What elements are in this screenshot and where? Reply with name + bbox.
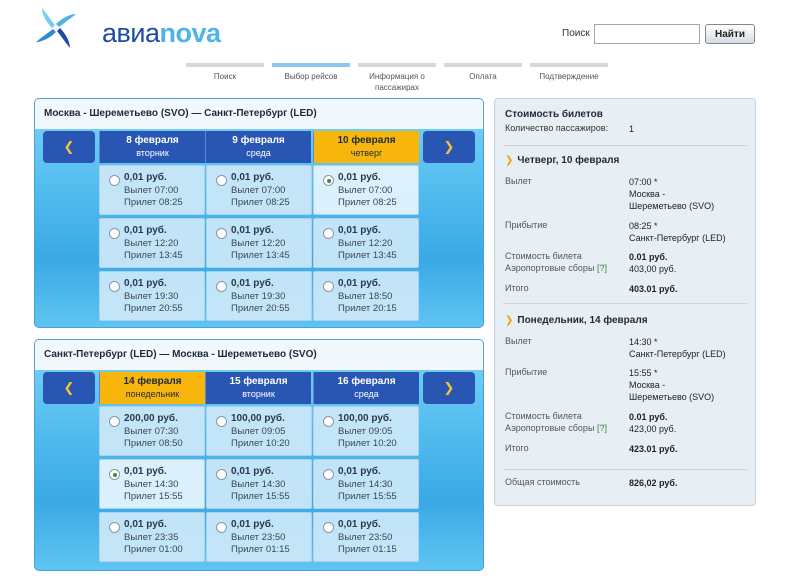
leg1-dep-place: Москва - — [629, 189, 666, 199]
flight-option[interactable] — [313, 218, 419, 268]
flight-option[interactable] — [313, 459, 419, 509]
flight-price: 100,00 руб. — [231, 413, 285, 424]
flight-radio[interactable] — [323, 281, 334, 292]
flight-price: 0,01 руб. — [338, 519, 381, 530]
step-label: Выбор рейсов — [284, 72, 338, 81]
flight-arrival: Прилет 08:25 — [338, 197, 397, 208]
prev-dates-button[interactable] — [43, 131, 95, 163]
flight-arrival: Прилет 15:55 — [231, 491, 290, 502]
flight-departure: Вылет 14:30 — [231, 479, 286, 490]
chevron-left-icon: ❮ — [63, 139, 75, 154]
flight-radio[interactable] — [216, 522, 227, 533]
leg2-fees-value: 423,00 руб. — [629, 424, 677, 434]
flight-departure: Вылет 09:05 — [338, 426, 393, 437]
step-bar — [272, 63, 350, 67]
flight-price: 0,01 руб. — [124, 278, 167, 289]
flight-radio[interactable] — [109, 469, 120, 480]
divider — [503, 303, 747, 304]
leg2-heading-text: Понедельник, 14 февраля — [517, 315, 648, 326]
divider — [503, 469, 747, 470]
search-button[interactable]: Найти — [705, 24, 755, 44]
flight-radio[interactable] — [109, 416, 120, 427]
flight-arrival: Прилет 13:45 — [338, 250, 397, 261]
date-tab[interactable] — [205, 372, 311, 404]
leg2-total-value: 423.01 руб. — [629, 444, 678, 454]
flight-departure: Вылет 09:05 — [231, 426, 286, 437]
flight-arrival: Прилет 10:20 — [231, 438, 290, 449]
leg1-dep-time: 07:00 * — [629, 177, 658, 187]
flight-departure: Вылет 07:00 — [338, 185, 393, 196]
flight-arrival: Прилет 13:45 — [231, 250, 290, 261]
logo-star-icon — [34, 6, 78, 50]
flight-departure: Вылет 23:50 — [338, 532, 393, 543]
flight-radio[interactable] — [109, 281, 120, 292]
flight-arrival: Прилет 01:15 — [231, 544, 290, 555]
flight-radio[interactable] — [323, 469, 334, 480]
flight-option[interactable] — [99, 512, 205, 562]
divider — [503, 145, 747, 146]
leg2-arr-place: Шереметьево (SVO) — [629, 392, 715, 402]
flight-arrival: Прилет 08:25 — [124, 197, 183, 208]
flight-departure: Вылет 12:20 — [338, 238, 393, 249]
chevron-right-icon: ❯ — [505, 315, 514, 326]
flight-arrival: Прилет 20:55 — [231, 303, 290, 314]
passengers-value: 1 — [629, 124, 635, 134]
passengers-label: Количество пассажиров: — [505, 123, 609, 133]
flight-radio[interactable] — [109, 522, 120, 533]
date-tab-date: 14 февраля — [123, 376, 182, 387]
step-bar — [186, 63, 264, 67]
price-summary — [494, 98, 756, 506]
flight-arrival: Прилет 01:15 — [338, 544, 397, 555]
inbound-date-nav — [43, 372, 475, 404]
leg1-arr-label: Прибытие — [505, 220, 548, 230]
logo-wordmark — [102, 18, 221, 49]
flight-option[interactable] — [206, 406, 312, 456]
flight-price: 0,01 руб. — [338, 466, 381, 477]
flight-price: 0,01 руб. — [231, 278, 274, 289]
flight-price: 0,01 руб. — [338, 172, 381, 183]
flight-option[interactable] — [99, 406, 205, 456]
date-tab-active[interactable] — [313, 131, 419, 163]
date-tab-weekday: среда — [354, 389, 379, 399]
flight-option[interactable] — [99, 271, 205, 321]
flight-departure: Вылет 19:30 — [231, 291, 286, 302]
flight-option[interactable] — [206, 165, 312, 215]
leg2-dep-time: 14:30 * — [629, 337, 658, 347]
search-input[interactable] — [594, 24, 700, 44]
inbound-panel — [34, 339, 484, 571]
flight-radio[interactable] — [109, 228, 120, 239]
step-search — [186, 63, 264, 82]
leg1-heading — [505, 155, 619, 166]
inbound-route-title: Санкт-Петербург (LED) — Москва - Шереметьево (SVO) — [35, 340, 483, 370]
logo-part-avia: авиа — [102, 18, 160, 48]
flight-radio[interactable] — [216, 469, 227, 480]
flight-option[interactable] — [206, 512, 312, 562]
flight-radio[interactable] — [216, 228, 227, 239]
prev-dates-button[interactable] — [43, 372, 95, 404]
step-label: Подтверждение — [539, 72, 599, 81]
leg2-heading — [505, 315, 648, 326]
date-tab[interactable] — [313, 372, 419, 404]
flight-departure: Вылет 23:35 — [124, 532, 179, 543]
fees-help-link[interactable]: [?] — [596, 263, 607, 273]
logo[interactable] — [32, 4, 222, 50]
step-bar — [530, 63, 608, 67]
flight-arrival: Прилет 15:55 — [338, 491, 397, 502]
outbound-route-title: Москва - Шереметьево (SVO) — Санкт-Петербург (LED) — [35, 99, 483, 129]
flight-radio[interactable] — [323, 175, 334, 186]
grand-total-label: Общая стоимость — [505, 477, 580, 487]
date-tab-weekday: вторник — [136, 148, 169, 158]
search-label: Поиск — [562, 28, 590, 39]
flight-price: 0,01 руб. — [124, 225, 167, 236]
flight-arrival: Прилет 01:00 — [124, 544, 183, 555]
flight-radio[interactable] — [323, 522, 334, 533]
step-label: Информация о пассажирах — [369, 72, 425, 92]
step-passenger-info — [358, 63, 436, 93]
flight-price: 0,01 руб. — [338, 225, 381, 236]
flight-departure: Вылет 07:30 — [124, 426, 179, 437]
leg1-fees-label — [505, 263, 607, 273]
flight-departure: Вылет 07:00 — [124, 185, 179, 196]
flight-radio[interactable] — [216, 175, 227, 186]
leg1-arr-place: Санкт-Петербург (LED) — [629, 233, 726, 243]
step-label: Оплата — [469, 72, 497, 81]
date-tab-weekday: среда — [246, 148, 271, 158]
flight-departure: Вылет 18:50 — [338, 291, 393, 302]
flight-price: 200,00 руб. — [124, 413, 178, 424]
flight-arrival: Прилет 20:55 — [124, 303, 183, 314]
leg2-dep-place: Санкт-Петербург (LED) — [629, 349, 726, 359]
flight-arrival: Прилет 08:25 — [231, 197, 290, 208]
leg1-heading-text: Четверг, 10 февраля — [517, 155, 620, 166]
date-tab-date: 8 февраля — [126, 135, 179, 146]
flight-option[interactable] — [313, 165, 419, 215]
leg1-dep-place: Шереметьево (SVO) — [629, 201, 715, 211]
chevron-right-icon: ❯ — [443, 139, 455, 154]
flight-option[interactable] — [313, 406, 419, 456]
leg2-price-value: 0.01 руб. — [629, 412, 668, 422]
flight-radio[interactable] — [323, 416, 334, 427]
leg2-fees-label-text: Аэропортовые сборы — [505, 423, 595, 433]
next-dates-button[interactable] — [423, 372, 475, 404]
date-tab-weekday: четверг — [350, 148, 383, 158]
date-tab[interactable] — [205, 131, 311, 163]
step-bar — [358, 63, 436, 67]
chevron-left-icon: ❮ — [63, 380, 75, 395]
flight-price: 0,01 руб. — [124, 172, 167, 183]
flight-departure: Вылет 12:20 — [124, 238, 179, 249]
flight-price: 0,01 руб. — [231, 519, 274, 530]
date-tab[interactable] — [99, 131, 205, 163]
leg1-fees-label-text: Аэропортовые сборы — [505, 263, 595, 273]
flight-price: 0,01 руб. — [124, 519, 167, 530]
flight-departure: Вылет 14:30 — [124, 479, 179, 490]
summary-title: Стоимость билетов — [505, 109, 603, 120]
fees-help-link[interactable]: [?] — [596, 423, 607, 433]
flight-radio[interactable] — [216, 281, 227, 292]
flight-option[interactable] — [99, 218, 205, 268]
flight-price: 0,01 руб. — [338, 278, 381, 289]
flight-price: 0,01 руб. — [231, 172, 274, 183]
chevron-right-icon: ❯ — [505, 155, 514, 166]
flight-radio[interactable] — [323, 228, 334, 239]
flight-option[interactable] — [206, 459, 312, 509]
flight-departure: Вылет 23:50 — [231, 532, 286, 543]
grand-total-value: 826,02 руб. — [629, 478, 678, 488]
leg1-fees-value: 403,00 руб. — [629, 264, 677, 274]
leg2-price-label: Стоимость билета — [505, 411, 582, 421]
leg2-arr-place: Москва - — [629, 380, 666, 390]
leg1-price-value: 0.01 руб. — [629, 252, 668, 262]
flight-option[interactable] — [313, 271, 419, 321]
next-dates-button[interactable] — [423, 131, 475, 163]
outbound-date-nav — [43, 131, 475, 163]
leg1-total-value: 403.01 руб. — [629, 284, 678, 294]
step-bar — [444, 63, 522, 67]
flight-option[interactable] — [99, 459, 205, 509]
flight-price: 0,01 руб. — [231, 466, 274, 477]
flight-departure: Вылет 19:30 — [124, 291, 179, 302]
flight-option[interactable] — [206, 218, 312, 268]
date-tab-weekday: понедельник — [125, 389, 180, 399]
flight-option[interactable] — [99, 165, 205, 215]
progress-steps — [186, 63, 620, 95]
leg2-arr-label: Прибытие — [505, 367, 548, 377]
flight-option[interactable] — [206, 271, 312, 321]
leg1-total-label: Итого — [505, 283, 529, 293]
flight-price: 0,01 руб. — [231, 225, 274, 236]
leg1-arr-time: 08:25 * — [629, 221, 658, 231]
flight-departure: Вылет 14:30 — [338, 479, 393, 490]
flight-arrival: Прилет 08:50 — [124, 438, 183, 449]
date-tab-date: 15 февраля — [229, 376, 288, 387]
flight-arrival: Прилет 15:55 — [124, 491, 183, 502]
date-tab-date: 10 февраля — [337, 135, 396, 146]
date-tab-date: 9 февраля — [232, 135, 285, 146]
step-confirmation — [530, 63, 608, 82]
flight-radio[interactable] — [109, 175, 120, 186]
flight-arrival: Прилет 20:15 — [338, 303, 397, 314]
flight-price: 0,01 руб. — [124, 466, 167, 477]
date-tab-date: 16 февраля — [337, 376, 396, 387]
date-tab-weekday: вторник — [242, 389, 275, 399]
leg2-arr-time: 15:55 * — [629, 368, 658, 378]
outbound-panel — [34, 98, 484, 328]
flight-price: 100,00 руб. — [338, 413, 392, 424]
flight-arrival: Прилет 13:45 — [124, 250, 183, 261]
flight-departure: Вылет 12:20 — [231, 238, 286, 249]
flight-radio[interactable] — [216, 416, 227, 427]
flight-option[interactable] — [313, 512, 419, 562]
step-label: Поиск — [213, 72, 237, 81]
leg1-price-label: Стоимость билета — [505, 251, 582, 261]
leg2-total-label: Итого — [505, 443, 529, 453]
logo-part-nova: nova — [159, 18, 221, 48]
flight-departure: Вылет 07:00 — [231, 185, 286, 196]
step-payment — [444, 63, 522, 82]
chevron-right-icon: ❯ — [443, 380, 455, 395]
step-flight-select — [272, 63, 350, 82]
date-tab-active[interactable] — [99, 372, 205, 404]
leg2-fees-label — [505, 423, 607, 433]
leg1-dep-label: Вылет — [505, 176, 532, 186]
leg2-dep-label: Вылет — [505, 336, 532, 346]
flight-arrival: Прилет 10:20 — [338, 438, 397, 449]
